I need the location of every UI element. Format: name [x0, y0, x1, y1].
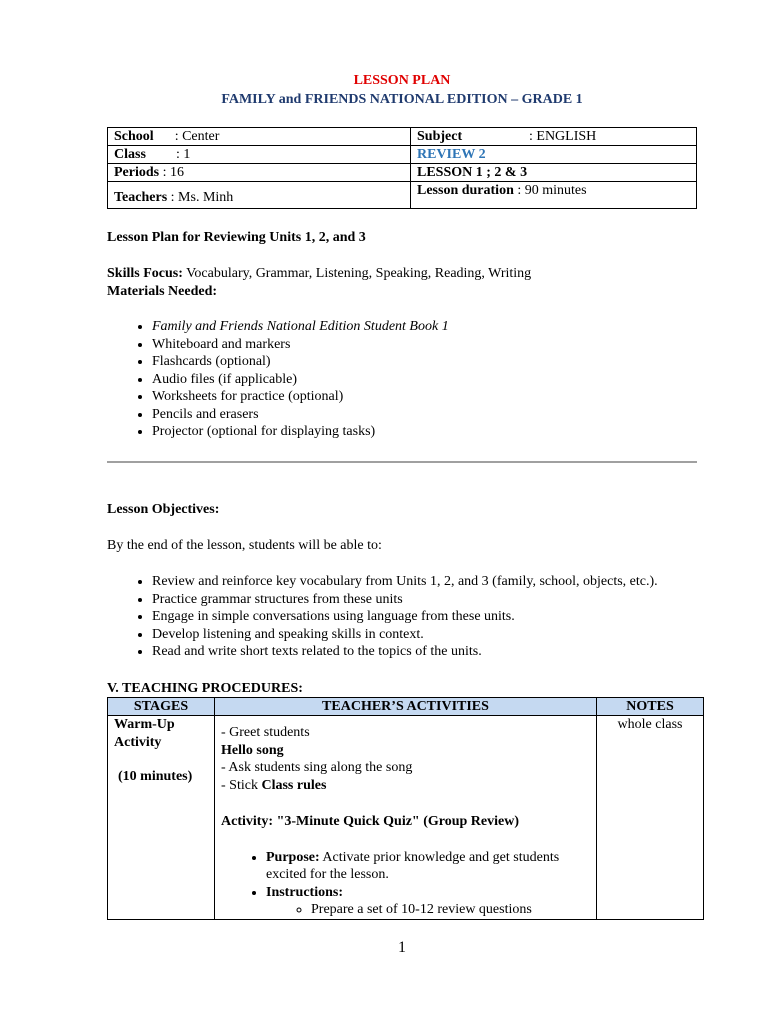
- list-item: • Family and Friends National Edition Student Book 1: [152, 318, 707, 336]
- list-item: • Engage in simple conversations using language from these units.: [152, 608, 727, 626]
- review-title: REVIEW 2: [417, 147, 486, 162]
- teachers-value: : Ms. Minh: [170, 190, 234, 205]
- periods-label: Periods: [114, 165, 160, 180]
- objectives-list-wrap: [107, 573, 727, 661]
- subject-label: Subject: [417, 129, 463, 144]
- skills-value: Vocabulary, Grammar, Listening, Speaking, Reading, Writing: [182, 266, 532, 281]
- duration-value: : 90 minutes: [513, 183, 587, 198]
- info-table: [107, 127, 697, 209]
- list-item: • Worksheets for practice (optional): [152, 388, 707, 406]
- duration-cell: [411, 182, 697, 209]
- periods-cell: [108, 164, 411, 182]
- page-number: 1: [398, 939, 406, 956]
- materials-heading: Materials Needed:: [107, 284, 218, 299]
- list-item: • Projector (optional for displaying tasks): [152, 423, 707, 441]
- periods-value: : 16: [162, 165, 184, 180]
- review-cell: [411, 146, 697, 164]
- lesson-cell: [411, 164, 697, 182]
- instructions-sublist: [266, 901, 590, 919]
- list-item: • Develop listening and speaking skills in context.: [152, 626, 727, 644]
- list-item: • Instructions: ◦ Prepare a set of 10-12 review questions: [266, 884, 590, 919]
- objectives-list: [107, 573, 727, 661]
- duration-label: Lesson duration: [417, 183, 514, 198]
- class-value: : 1: [176, 147, 191, 162]
- notes-text: whole class: [617, 717, 683, 732]
- school-value: : Center: [174, 129, 220, 144]
- class-cell: [108, 146, 411, 164]
- activity-list: [221, 849, 590, 919]
- col-header-notes: NOTES: [597, 698, 704, 716]
- materials-list-wrap: [107, 318, 707, 441]
- document-subtitle: FAMILY and FRIENDS NATIONAL EDITION – GRADE 1: [221, 92, 583, 107]
- list-item: • Whiteboard and markers: [152, 336, 707, 354]
- skills-line: [107, 265, 531, 282]
- class-label: Class: [114, 147, 146, 162]
- stage-name: Warm-Up Activity: [114, 717, 175, 750]
- school-cell: [108, 128, 411, 146]
- list-item: • Flashcards (optional): [152, 353, 707, 371]
- procedures-table: [107, 697, 704, 920]
- objectives-heading: Lesson Objectives:: [107, 502, 220, 517]
- notes-cell: [597, 716, 704, 920]
- hello-song: Hello song: [221, 742, 284, 758]
- materials-list: [107, 318, 707, 441]
- list-item: • Audio files (if applicable): [152, 371, 707, 389]
- plan-heading: Lesson Plan for Reviewing Units 1, 2, and 3: [107, 230, 366, 245]
- col-header-activities: TEACHER’S ACTIVITIES: [215, 698, 597, 716]
- list-item: • Purpose: Activate prior knowledge and get students excited for the lesson.: [266, 849, 590, 884]
- school-label: School: [114, 129, 154, 144]
- col-header-stages: STAGES: [108, 698, 215, 716]
- objectives-intro: By the end of the lesson, students will be able to:: [107, 538, 382, 553]
- activity-title: Activity: "3-Minute Quick Quiz" (Group Review): [221, 814, 519, 829]
- stage-cell: [108, 716, 215, 920]
- list-item: • Read and write short texts related to the topics of the units.: [152, 643, 727, 661]
- greet-line: - Greet students: [221, 725, 310, 740]
- lesson-numbers: LESSON 1 ; 2 & 3: [417, 165, 528, 180]
- procedures-heading: V. TEACHING PROCEDURES:: [107, 681, 303, 696]
- activities-cell: [215, 716, 597, 920]
- teachers-cell: [108, 182, 411, 209]
- ask-sing-line: - Ask students sing along the song: [221, 760, 413, 775]
- teachers-label: Teachers: [114, 190, 168, 205]
- skills-label: Skills Focus:: [107, 266, 183, 281]
- subject-value: : ENGLISH: [529, 129, 597, 144]
- stage-time: (10 minutes): [118, 769, 193, 784]
- list-item: • Review and reinforce key vocabulary from Units 1, 2, and 3 (family, school, objects, etc.).: [152, 573, 727, 591]
- horizontal-divider: [107, 461, 697, 463]
- list-item: ◦ Prepare a set of 10-12 review questions: [311, 901, 590, 919]
- document-title: LESSON PLAN: [353, 73, 451, 88]
- list-item: • Pencils and erasers: [152, 406, 707, 424]
- subject-cell: [411, 128, 697, 146]
- stick-line: - Stick Class rules: [221, 777, 327, 793]
- list-item: • Practice grammar structures from these units: [152, 591, 727, 609]
- table-row: [108, 716, 704, 920]
